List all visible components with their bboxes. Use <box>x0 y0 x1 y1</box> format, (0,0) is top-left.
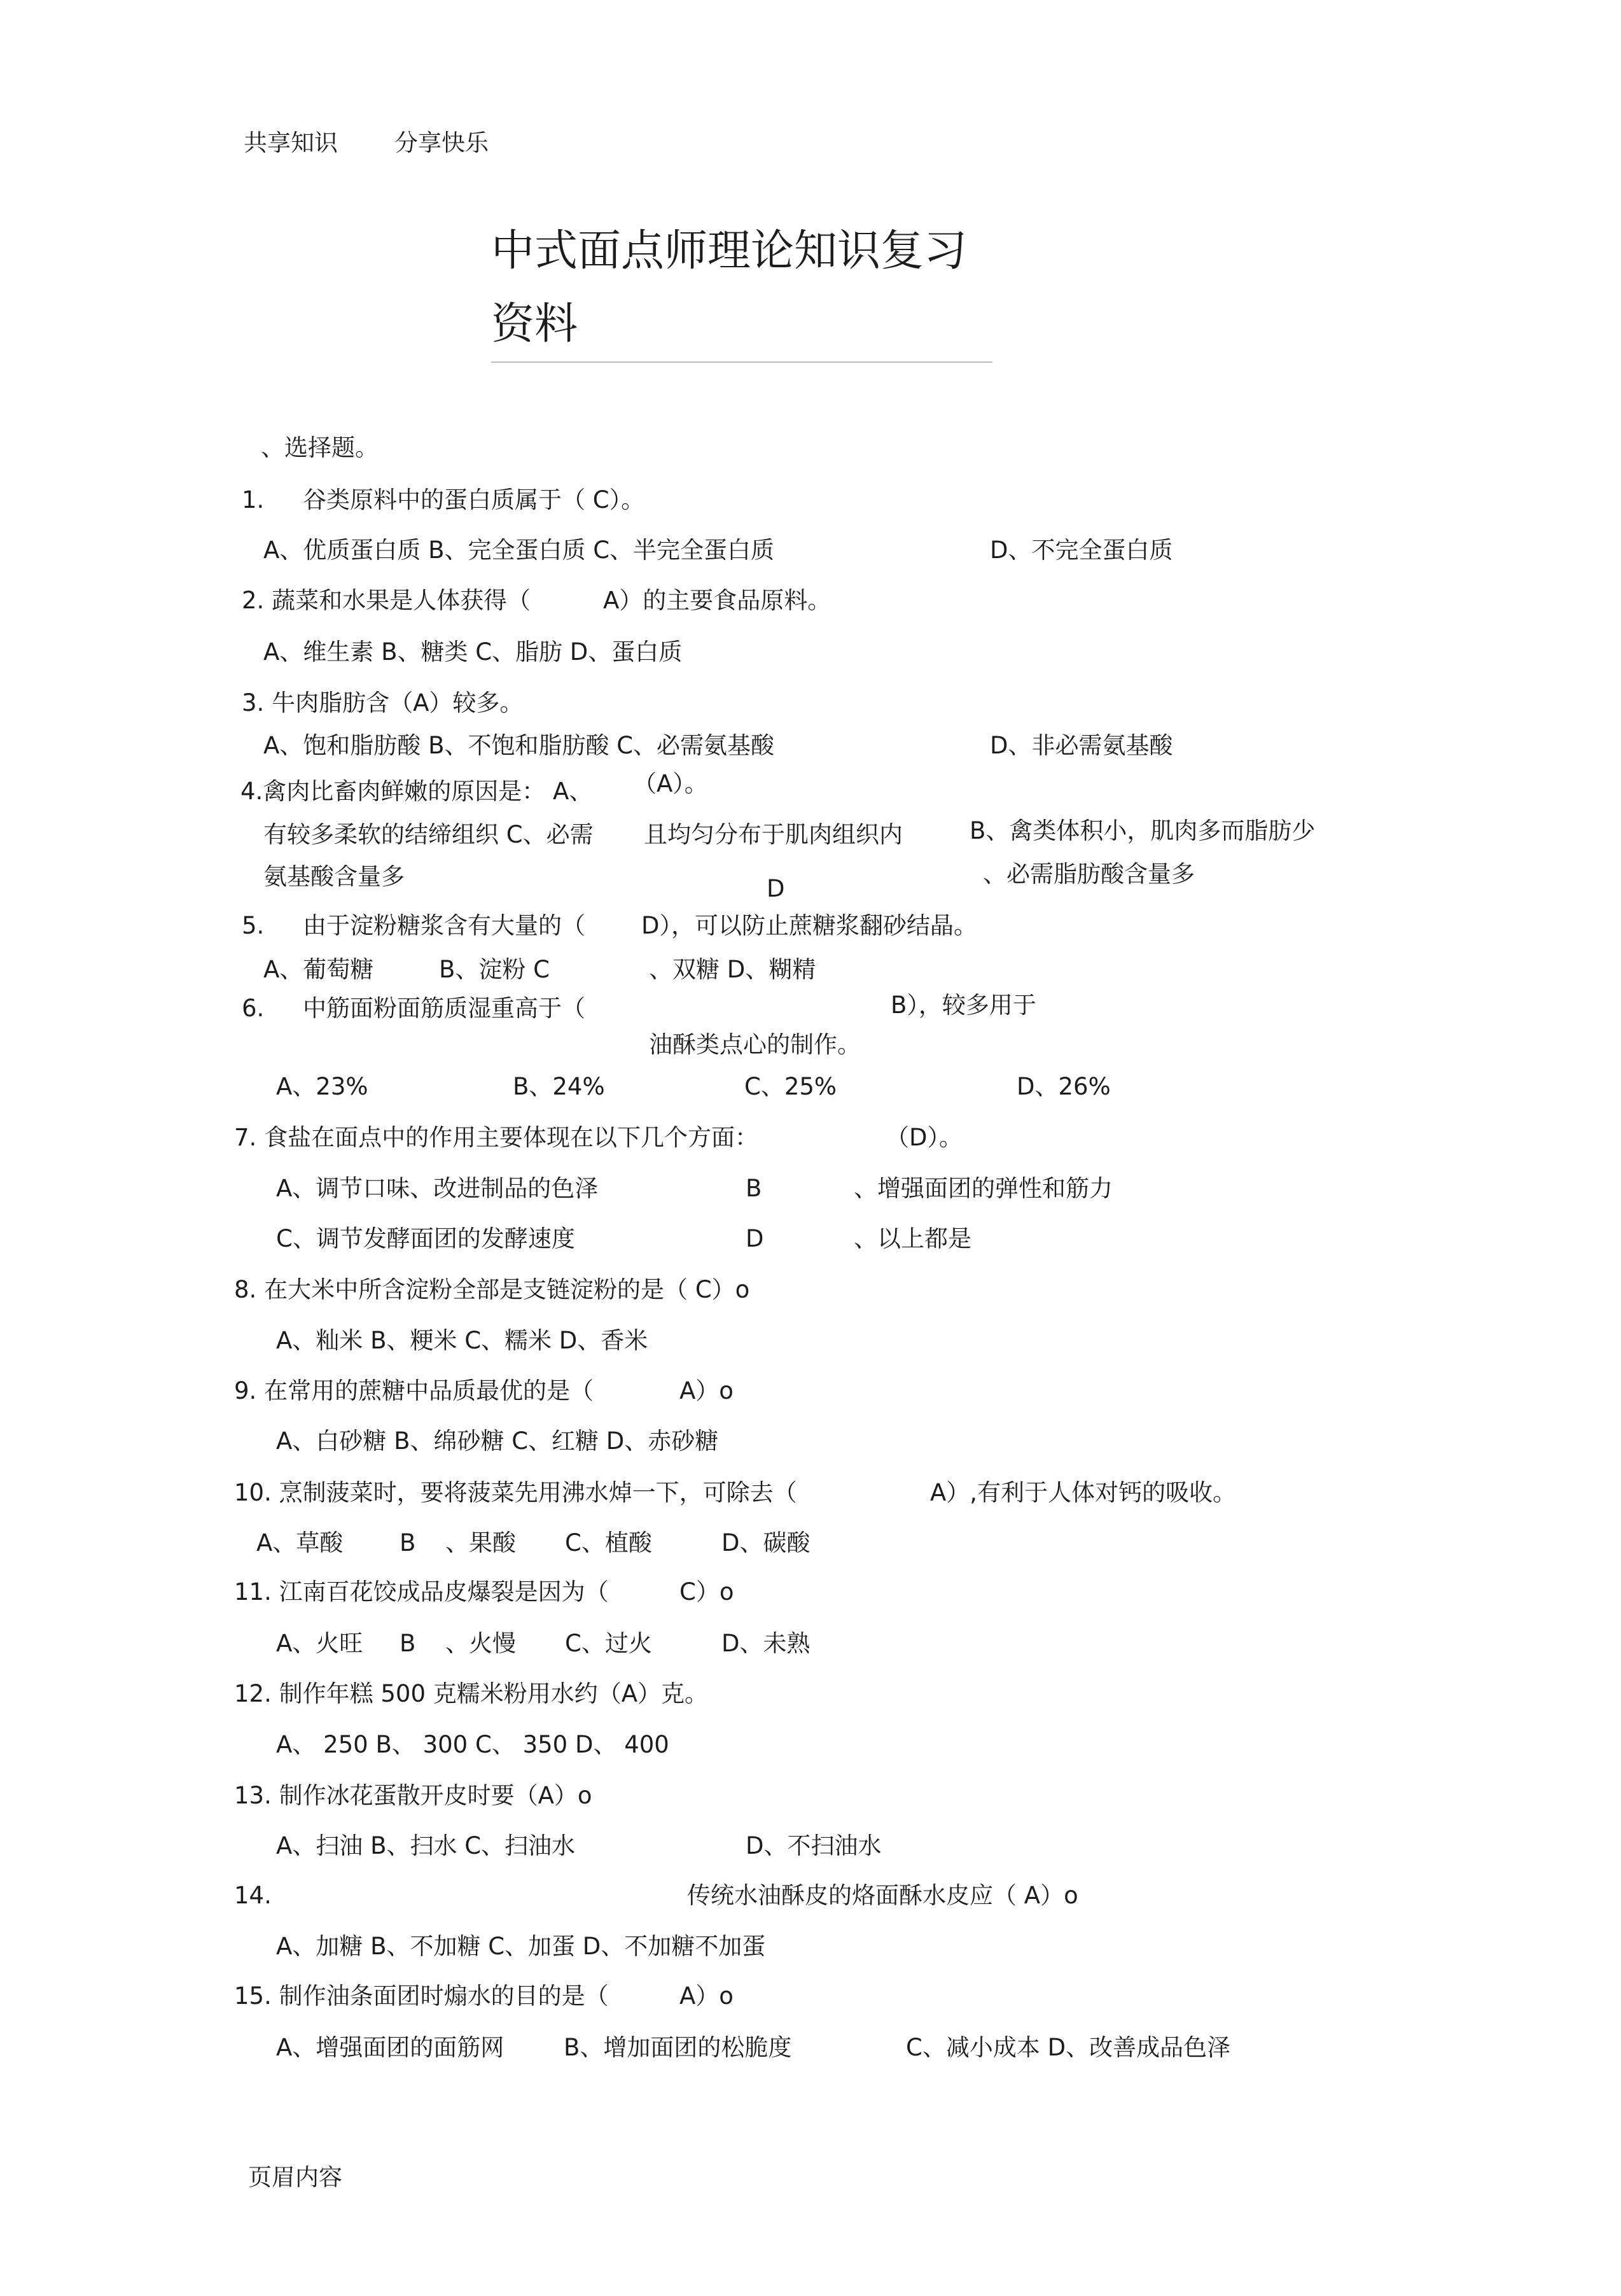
q7-option-a: A、调节口味、改进制品的色泽 <box>276 1175 599 1202</box>
q7-stem-b: （D）。 <box>886 1124 963 1151</box>
q7-option-d-label: D <box>746 1225 764 1252</box>
q3-stem: 3. 牛肉脂肪含（A）较多。 <box>242 689 524 717</box>
q11-option-c: C、过火 <box>565 1630 652 1657</box>
title-line2: 资料 <box>491 299 578 349</box>
q10-option-c: C、植酸 <box>565 1529 652 1557</box>
q2-options: A、维生素 B、糖类 C、脂肪 D、蛋白质 <box>263 638 683 666</box>
q4-line3-a: 氨基酸含量多 <box>263 863 405 890</box>
title-underline <box>491 361 992 363</box>
q6-option-b: B、24% <box>513 1073 605 1100</box>
q4-answer: （A）。 <box>633 770 708 797</box>
q10-option-b: 、果酸 <box>445 1529 516 1557</box>
q13-option-d: D、不扫油水 <box>746 1832 882 1859</box>
q4-line2-b: 且均匀分布于肌肉组织内 <box>644 821 903 848</box>
header-left: 共享知识 <box>244 129 338 157</box>
q9-stem-a: 9. 在常用的蔗糖中品质最优的是（ <box>234 1377 594 1404</box>
q6-option-c: C、25% <box>744 1073 837 1100</box>
q9-options: A、白砂糖 B、绵砂糖 C、红糖 D、赤砂糖 <box>276 1427 719 1455</box>
q5-stem-b: D），可以防止蔗糖浆翻砂结晶。 <box>641 912 977 939</box>
q2-stem-a: 2. 蔬菜和水果是人体获得（ <box>242 587 531 614</box>
q11-option-b-label: B <box>400 1630 416 1657</box>
section-heading: 、选择题。 <box>261 434 379 461</box>
q7-option-c: C、调节发酵面团的发酵速度 <box>276 1225 575 1252</box>
q5-option-a: A、葡萄糖 <box>263 956 374 983</box>
q4-line2-c: B、禽类体积小，肌肉多而脂肪少 <box>970 817 1316 844</box>
q2-stem-b: A）的主要食品原料。 <box>603 587 831 614</box>
q5-option-cd: 、双糖 D、糊精 <box>649 956 816 983</box>
q11-option-b: 、火慢 <box>445 1630 516 1657</box>
q7-stem-a: 7. 食盐在面点中的作用主要体现在以下几个方面： <box>234 1124 759 1151</box>
q8-options: A、籼米 B、粳米 C、糯米 D、香米 <box>276 1327 648 1354</box>
q1-option-d: D、不完全蛋白质 <box>990 536 1173 564</box>
q4-line2-a: 有较多柔软的结缔组织 C、必需 <box>263 821 594 848</box>
q15-option-cd: C、减小成本 D、改善成品色泽 <box>906 2034 1231 2061</box>
q11-stem-b: C）o <box>679 1578 734 1606</box>
q7-option-b: 、增强面团的弹性和筋力 <box>854 1175 1113 1202</box>
q10-option-a: A、草酸 <box>256 1529 344 1557</box>
q8-stem: 8. 在大米中所含淀粉全部是支链淀粉的是（ C）o <box>234 1276 750 1303</box>
q12-stem: 12. 制作年糕 500 克糯米粉用水约（A）克。 <box>234 1680 709 1707</box>
q11-option-d: D、未熟 <box>721 1630 810 1657</box>
q12-options: A、 250 B、 300 C、 350 D、 400 <box>276 1731 669 1758</box>
title-line1: 中式面点师理论知识复习 <box>491 226 968 276</box>
q7-option-d: 、以上都是 <box>854 1225 971 1252</box>
page-footer: 页眉内容 <box>248 2164 342 2191</box>
q5-stem-a: 由于淀粉糖浆含有大量的（ <box>303 912 585 939</box>
q4-stem: 4.禽肉比畜肉鲜嫩的原因是： A、 <box>240 778 593 805</box>
q14-options: A、加糖 B、不加糖 C、加蛋 D、不加糖不加蛋 <box>276 1933 766 1960</box>
q10-stem-a: 10. 烹制菠菜时，要将菠菜先用沸水焯一下，可除去（ <box>234 1479 797 1506</box>
q6-stem-a: 中筋面粉面筋质湿重高于（ <box>303 995 585 1022</box>
q5-option-b: B、淀粉 C <box>439 956 550 983</box>
q3-options-abc: A、饱和脂肪酸 B、不饱和脂肪酸 C、必需氨基酸 <box>263 732 775 759</box>
q4-line3-c: 、必需脂肪酸含量多 <box>983 860 1195 888</box>
q13-options-abc: A、扫油 B、扫水 C、扫油水 <box>276 1832 576 1859</box>
q15-option-b: B、增加面团的松脆度 <box>564 2034 792 2061</box>
q6-number: 6. <box>242 995 265 1022</box>
q7-option-b-label: B <box>746 1175 762 1202</box>
q11-option-a: A、火旺 <box>276 1630 363 1657</box>
q6-stem-b: B），较多用于 <box>891 991 1036 1019</box>
q6-stem-c: 油酥类点心的制作。 <box>649 1031 861 1058</box>
q1-number: 1. <box>242 486 265 514</box>
q1-stem: 谷类原料中的蛋白质属于（ C）。 <box>303 486 645 514</box>
q15-option-a: A、增强面团的面筋网 <box>276 2034 504 2061</box>
q14-number: 14. <box>234 1882 272 1909</box>
q14-stem: 传统水油酥皮的烙面酥水皮应（ A）o <box>687 1882 1078 1909</box>
q3-option-d: D、非必需氨基酸 <box>990 732 1173 759</box>
q9-stem-b: A）o <box>679 1377 734 1404</box>
q10-stem-b: A）,有利于人体对钙的吸收。 <box>930 1479 1237 1506</box>
q15-stem-b: A）o <box>679 1982 734 2010</box>
q1-options-abc: A、优质蛋白质 B、完全蛋白质 C、半完全蛋白质 <box>263 536 775 564</box>
header-right: 分享快乐 <box>394 129 489 157</box>
q11-stem-a: 11. 江南百花饺成品皮爆裂是因为（ <box>234 1578 609 1606</box>
q4-option-d-label: D <box>767 875 785 902</box>
q10-option-d: D、碳酸 <box>721 1529 810 1557</box>
q5-number: 5. <box>242 912 265 939</box>
q6-option-a: A、23% <box>276 1073 368 1100</box>
q15-stem-a: 15. 制作油条面团时煽水的目的是（ <box>234 1982 609 2010</box>
q13-stem: 13. 制作冰花蛋散开皮时要（A）o <box>234 1782 592 1809</box>
q6-option-d: D、26% <box>1017 1073 1111 1100</box>
q10-option-b-label: B <box>400 1529 416 1557</box>
